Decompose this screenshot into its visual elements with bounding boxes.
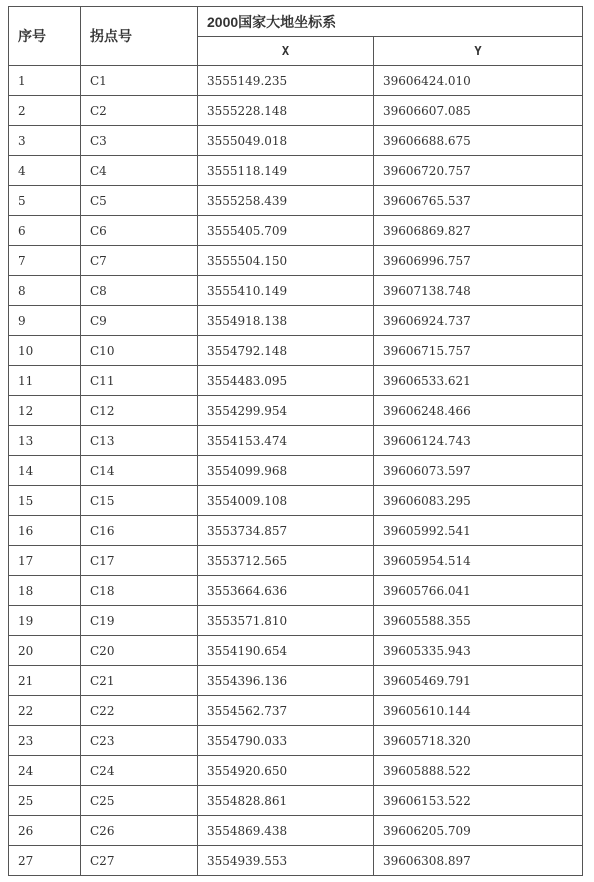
cell-x: 3553571.810 [198,606,374,636]
cell-x: 3553664.636 [198,576,374,606]
table-row [9,576,583,606]
cell-point: C22 [81,696,198,726]
cell-x: 3554483.095 [198,366,374,396]
cell-seq: 6 [9,216,81,246]
cell-seq: 13 [9,426,81,456]
header-y: Y [374,37,583,66]
cell-y: 39605335.943 [374,636,583,666]
cell-seq: 9 [9,306,81,336]
cell-seq: 2 [9,96,81,126]
cell-point: C24 [81,756,198,786]
cell-x: 3554396.136 [198,666,374,696]
cell-y: 39606765.537 [374,186,583,216]
cell-y: 39606205.709 [374,816,583,846]
cell-x: 3555410.149 [198,276,374,306]
cell-y: 39606308.897 [374,846,583,876]
cell-seq: 7 [9,246,81,276]
cell-y: 39606996.757 [374,246,583,276]
coordinate-table [8,6,583,876]
cell-seq: 1 [9,66,81,96]
cell-seq: 16 [9,516,81,546]
cell-seq: 12 [9,396,81,426]
cell-point: C7 [81,246,198,276]
cell-y: 39606533.621 [374,366,583,396]
cell-point: C20 [81,636,198,666]
cell-y: 39606869.827 [374,216,583,246]
cell-seq: 11 [9,366,81,396]
cell-seq: 22 [9,696,81,726]
cell-seq: 15 [9,486,81,516]
table-row [9,786,583,816]
cell-seq: 10 [9,336,81,366]
cell-y: 39606607.085 [374,96,583,126]
table-row [9,636,583,666]
table-row [9,306,583,336]
table-row [9,366,583,396]
cell-seq: 14 [9,456,81,486]
cell-seq: 26 [9,816,81,846]
cell-x: 3554828.861 [198,786,374,816]
table-row [9,606,583,636]
table-row [9,96,583,126]
table-header [9,7,583,66]
cell-x: 3555228.148 [198,96,374,126]
cell-y: 39606720.757 [374,156,583,186]
cell-seq: 4 [9,156,81,186]
table-row [9,126,583,156]
table-row [9,516,583,546]
cell-y: 39605469.791 [374,666,583,696]
cell-x: 3554190.654 [198,636,374,666]
header-coordinate-system: 2000国家大地坐标系 [198,7,583,37]
cell-y: 39605588.355 [374,606,583,636]
cell-y: 39606073.597 [374,456,583,486]
cell-x: 3554920.650 [198,756,374,786]
cell-seq: 17 [9,546,81,576]
cell-seq: 19 [9,606,81,636]
cell-point: C5 [81,186,198,216]
cell-y: 39605610.144 [374,696,583,726]
cell-x: 3554792.148 [198,336,374,366]
cell-seq: 24 [9,756,81,786]
cell-point: C2 [81,96,198,126]
cell-y: 39606124.743 [374,426,583,456]
cell-seq: 8 [9,276,81,306]
cell-y: 39606715.757 [374,336,583,366]
cell-seq: 20 [9,636,81,666]
table-row [9,396,583,426]
cell-y: 39606924.737 [374,306,583,336]
cell-point: C14 [81,456,198,486]
cell-point: C27 [81,846,198,876]
table-row [9,486,583,516]
cell-x: 3554790.033 [198,726,374,756]
cell-seq: 27 [9,846,81,876]
cell-point: C15 [81,486,198,516]
cell-point: C19 [81,606,198,636]
cell-point: C6 [81,216,198,246]
table-row [9,456,583,486]
table-row [9,666,583,696]
cell-y: 39606424.010 [374,66,583,96]
cell-y: 39605718.320 [374,726,583,756]
cell-point: C8 [81,276,198,306]
cell-seq: 5 [9,186,81,216]
cell-x: 3555504.150 [198,246,374,276]
cell-y: 39605954.514 [374,546,583,576]
cell-point: C13 [81,426,198,456]
cell-y: 39605766.041 [374,576,583,606]
cell-point: C1 [81,66,198,96]
cell-x: 3554099.968 [198,456,374,486]
cell-point: C11 [81,366,198,396]
cell-x: 3554009.108 [198,486,374,516]
cell-x: 3554153.474 [198,426,374,456]
table-row [9,66,583,96]
coordinate-table-container [8,6,582,876]
cell-seq: 23 [9,726,81,756]
cell-point: C21 [81,666,198,696]
table-row [9,726,583,756]
header-point: 拐点号 [81,7,198,66]
cell-x: 3553712.565 [198,546,374,576]
table-row [9,186,583,216]
cell-seq: 18 [9,576,81,606]
cell-y: 39605888.522 [374,756,583,786]
cell-seq: 3 [9,126,81,156]
cell-x: 3553734.857 [198,516,374,546]
table-row [9,426,583,456]
table-row [9,546,583,576]
cell-y: 39606688.675 [374,126,583,156]
cell-point: C3 [81,126,198,156]
cell-x: 3555149.235 [198,66,374,96]
cell-x: 3555258.439 [198,186,374,216]
header-row-top [9,7,583,37]
cell-point: C17 [81,546,198,576]
cell-point: C26 [81,816,198,846]
cell-y: 39607138.748 [374,276,583,306]
cell-x: 3554562.737 [198,696,374,726]
table-row [9,696,583,726]
cell-x: 3555118.149 [198,156,374,186]
cell-point: C18 [81,576,198,606]
cell-y: 39606083.295 [374,486,583,516]
cell-point: C9 [81,306,198,336]
cell-point: C25 [81,786,198,816]
cell-x: 3554918.138 [198,306,374,336]
cell-x: 3554939.553 [198,846,374,876]
header-x: X [198,37,374,66]
cell-seq: 21 [9,666,81,696]
cell-point: C12 [81,396,198,426]
cell-point: C4 [81,156,198,186]
table-row [9,156,583,186]
table-row [9,756,583,786]
header-seq: 序号 [9,7,81,66]
cell-point: C16 [81,516,198,546]
table-row [9,216,583,246]
cell-x: 3554869.438 [198,816,374,846]
cell-y: 39605992.541 [374,516,583,546]
table-row [9,246,583,276]
cell-y: 39606153.522 [374,786,583,816]
table-row [9,816,583,846]
cell-x: 3554299.954 [198,396,374,426]
cell-point: C10 [81,336,198,366]
cell-x: 3555405.709 [198,216,374,246]
cell-y: 39606248.466 [374,396,583,426]
table-body [9,66,583,876]
cell-point: C23 [81,726,198,756]
cell-seq: 25 [9,786,81,816]
table-row [9,336,583,366]
table-row [9,846,583,876]
table-row [9,276,583,306]
cell-x: 3555049.018 [198,126,374,156]
